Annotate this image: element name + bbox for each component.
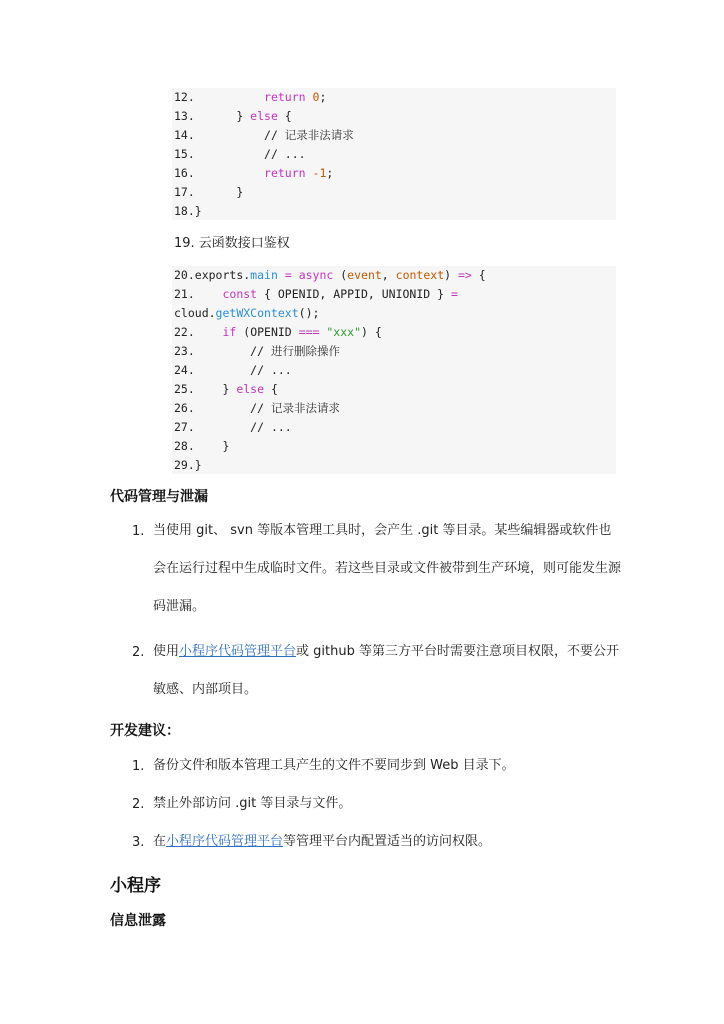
code-line <box>174 266 616 285</box>
code-line <box>174 361 616 380</box>
list-item <box>132 524 622 624</box>
code-token: 进行删除操作 <box>270 344 340 358</box>
code-token: else <box>250 109 278 123</box>
list-item-text <box>153 823 623 861</box>
code-token: event <box>347 268 382 282</box>
code-token: // ... <box>194 363 292 377</box>
list-item-number: 1. <box>132 759 145 774</box>
list-item-text: 备份文件和版本管理工具产生的文件不要同步到 Web 目录下。 <box>153 758 515 773</box>
heading-info-leak: 信息泄露 <box>110 913 166 929</box>
list-item-text-pre: 在 <box>153 834 167 849</box>
code-line <box>174 183 616 202</box>
code-line <box>174 145 616 164</box>
code-token: } <box>194 458 202 472</box>
code-token: 记录非法请求 <box>284 128 354 142</box>
code-line-number: 18. <box>174 204 195 218</box>
code-line <box>174 126 616 145</box>
code-line <box>174 202 616 221</box>
code-line <box>174 399 616 418</box>
code-token: ; <box>326 166 334 180</box>
code-line-number: 27. <box>174 420 195 434</box>
code-token: => <box>457 268 472 282</box>
code-line <box>174 304 616 323</box>
code-token <box>292 268 299 282</box>
code-line-number: 16. <box>174 166 195 180</box>
list-item <box>132 797 622 817</box>
code-token: (OPENID <box>236 325 299 339</box>
section-title-leak: 代码管理与泄漏 <box>110 489 208 505</box>
code-token: ) <box>444 268 458 282</box>
code-line-number: 15. <box>174 147 195 161</box>
code-line <box>174 164 616 183</box>
code-management-platform-link[interactable]: 小程序代码管理平台 <box>166 834 284 849</box>
code-token: if <box>222 325 237 339</box>
list-item-text-post: 或 github 等第三方平台时需要注意项目权限，不要公开敏感、内部项目。 <box>153 644 619 697</box>
code-token: } <box>194 185 244 199</box>
code-token: , <box>381 268 396 282</box>
code-token: const <box>222 287 258 301</box>
code-line <box>174 342 616 361</box>
code-token: = <box>450 287 458 301</box>
list-item-text-pre: 使用 <box>153 644 180 659</box>
code-token: 0 <box>312 90 320 104</box>
code-token: ) { <box>361 325 382 339</box>
code-line <box>174 285 616 304</box>
code-line <box>174 380 616 399</box>
code-token: // <box>194 344 271 358</box>
code-line-number: 21. <box>174 287 195 301</box>
code-token: "xxx" <box>326 325 361 339</box>
code-token: ; <box>319 90 327 104</box>
code-line-number: 17. <box>174 185 195 199</box>
code-token: main <box>250 268 278 282</box>
code-token: else <box>236 382 265 396</box>
code-line <box>174 437 616 456</box>
code-token: 记录非法请求 <box>270 401 340 415</box>
code-token <box>306 166 313 180</box>
code-token: context <box>395 268 445 282</box>
list-item-text: 当使用 git、 svn 等版本管理工具时，会产生 .git 等目录。某些编辑器或软件也会在运行过程中生成临时文件。若这些目录或文件被带到生产环境，则可能发生源码泄漏。 <box>153 523 622 614</box>
list-item-text-post: 等管理平台内配置适当的访问权限。 <box>283 834 492 849</box>
list-item-text <box>153 633 623 709</box>
code-token: getWXContext <box>215 306 299 320</box>
code-line <box>174 88 616 107</box>
heading-miniprogram: 小程序 <box>110 876 161 896</box>
code-token <box>195 90 264 104</box>
code-block-1 <box>172 88 616 220</box>
list-item <box>132 645 622 705</box>
code-line-number: 22. <box>174 325 195 339</box>
code-token: { OPENID, APPID, UNIONID } <box>257 287 451 301</box>
code-token <box>278 268 285 282</box>
code-token: // <box>194 401 271 415</box>
list-item-number: 2. <box>132 797 145 812</box>
code-token: } <box>194 382 237 396</box>
list-item-number: 2. <box>132 645 145 660</box>
list-item-number: 3. <box>132 835 145 850</box>
code-token: } <box>194 109 251 123</box>
code-token: === <box>298 325 320 339</box>
list-item-text: 禁止外部访问 .git 等目录与文件。 <box>153 796 352 811</box>
code-block-2 <box>172 266 616 474</box>
code-token: // ... <box>194 420 292 434</box>
code-token: (); <box>298 306 320 320</box>
code-token: } <box>194 439 230 453</box>
list-item <box>132 759 622 779</box>
code-token: { <box>471 268 486 282</box>
code-token: { <box>277 109 292 123</box>
code-line-number: 28. <box>174 439 195 453</box>
code-token: // <box>194 128 285 142</box>
code-line <box>174 418 616 437</box>
code-line-number: 25. <box>174 382 195 396</box>
code-token: { <box>264 382 278 396</box>
code-token <box>195 325 223 339</box>
code-token: -1 <box>312 166 327 180</box>
code-line-number: 12. <box>174 90 195 104</box>
code-management-platform-link[interactable]: 小程序代码管理平台 <box>179 644 297 659</box>
code-token: // ... <box>194 147 306 161</box>
code-line-number: 20. <box>174 268 195 282</box>
code-token: cloud. <box>174 306 216 320</box>
code-token <box>195 287 223 301</box>
code-token: return <box>264 166 306 180</box>
code-token: return <box>264 90 306 104</box>
list-item-number: 1. <box>132 524 145 539</box>
code-token <box>195 166 264 180</box>
step-19-label: 19. 云函数接口鉴权 <box>174 236 290 251</box>
code-line <box>174 456 616 475</box>
code-token: ( <box>333 268 348 282</box>
code-line-number: 23. <box>174 344 195 358</box>
list-item <box>132 835 622 855</box>
code-line-number: 14. <box>174 128 195 142</box>
code-line-number: 13. <box>174 109 195 123</box>
code-token: } <box>194 204 202 218</box>
code-line <box>174 323 616 342</box>
code-line <box>174 107 616 126</box>
code-line-number: 29. <box>174 458 195 472</box>
code-token: exports. <box>194 268 251 282</box>
code-token: = <box>284 268 292 282</box>
code-line-number: 26. <box>174 401 195 415</box>
section-title-advice: 开发建议： <box>110 723 180 739</box>
code-line-number: 24. <box>174 363 195 377</box>
code-token <box>306 90 313 104</box>
code-token: async <box>298 268 334 282</box>
